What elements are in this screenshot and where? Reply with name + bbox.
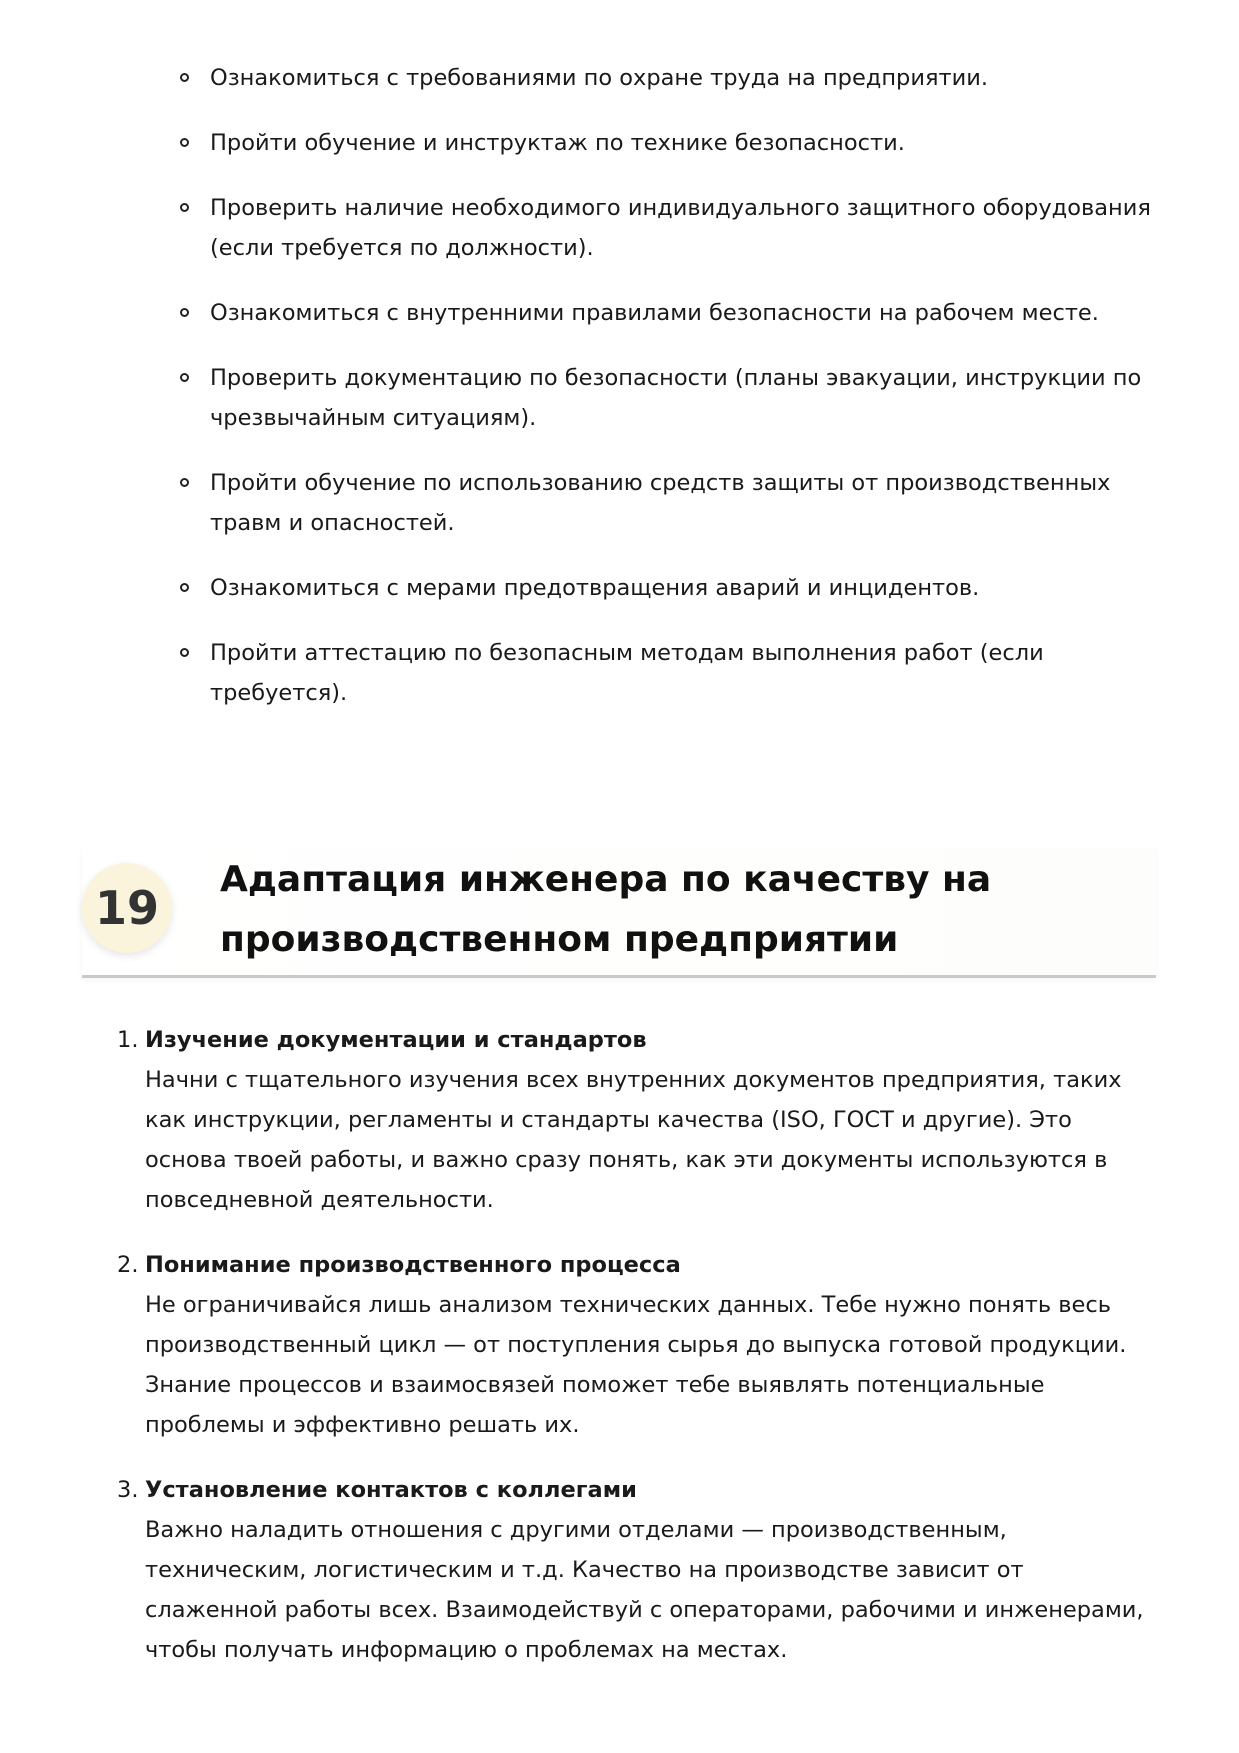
section-number-badge: 19	[82, 863, 172, 953]
item-number: 2.	[117, 1252, 139, 1278]
hollow-circle-bullet-icon	[180, 373, 189, 382]
list-item-text: Проверить документацию по безопасности (планы эвакуации, инструкции по чрезвычайным ситуациям).	[210, 365, 1142, 431]
list-item-text: Ознакомиться с внутренними правилами безопасности на рабочем месте.	[210, 300, 1099, 326]
list-item	[117, 1245, 1155, 1445]
list-item	[180, 463, 1170, 543]
item-heading: Установление контактов с коллегами	[145, 1477, 637, 1503]
hollow-circle-bullet-icon	[180, 478, 189, 487]
item-number: 1.	[117, 1027, 139, 1053]
list-item	[117, 1470, 1155, 1670]
hollow-circle-bullet-icon	[180, 583, 189, 592]
list-item-text: Проверить наличие необходимого индивидуального защитного оборудования (если требуется по должности).	[210, 195, 1151, 261]
list-item-text: Ознакомиться с требованиями по охране труда на предприятии.	[210, 65, 988, 91]
hollow-circle-bullet-icon	[180, 138, 189, 147]
hollow-circle-bullet-icon	[180, 203, 189, 212]
list-item	[117, 1020, 1155, 1220]
safety-checklist	[180, 58, 1170, 738]
list-item	[180, 633, 1170, 713]
adaptation-steps-list	[117, 1020, 1155, 1695]
item-number: 3.	[117, 1477, 139, 1503]
hollow-circle-bullet-icon	[180, 308, 189, 317]
section-header	[82, 848, 1156, 978]
list-item-text: Ознакомиться с мерами предотвращения аварий и инцидентов.	[210, 575, 980, 601]
list-item	[180, 123, 1170, 163]
section-title: Адаптация инженера по качеству на производственном предприятии	[220, 859, 992, 960]
item-heading: Изучение документации и стандартов	[145, 1027, 647, 1053]
list-item	[180, 188, 1170, 268]
hollow-circle-bullet-icon	[180, 648, 189, 657]
list-item	[180, 293, 1170, 333]
list-item	[180, 358, 1170, 438]
list-item-text: Пройти аттестацию по безопасным методам выполнения работ (если требуется).	[210, 640, 1044, 706]
list-item-text: Пройти обучение и инструктаж по технике безопасности.	[210, 130, 905, 156]
item-text: Важно наладить отношения с другими отделами — производственным, техническим, логистическим и т.д. Качество на производстве зависит от слаженной работы всех. Взаимодействуй с операторами, рабочими и инженерами, чтобы получать информацию о проблемах на местах.	[145, 1517, 1144, 1663]
item-text: Начни с тщательного изучения всех внутренних документов предприятия, таких как инструкции, регламенты и стандарты качества (ISO, ГОСТ и другие). Это основа твоей работы, и важно сразу понять, как эти документы используются в повседневной деятельности.	[145, 1067, 1122, 1213]
list-item-text: Пройти обучение по использованию средств защиты от производственных травм и опасностей.	[210, 470, 1111, 536]
list-item	[180, 568, 1170, 608]
hollow-circle-bullet-icon	[180, 73, 189, 82]
item-text: Не ограничивайся лишь анализом технических данных. Тебе нужно понять весь производственный цикл — от поступления сырья до выпуска готовой продукции. Знание процессов и взаимосвязей поможет тебе выявлять потенциальные проблемы и эффективно решать их.	[145, 1292, 1127, 1438]
item-heading: Понимание производственного процесса	[145, 1252, 681, 1278]
list-item	[180, 58, 1170, 98]
